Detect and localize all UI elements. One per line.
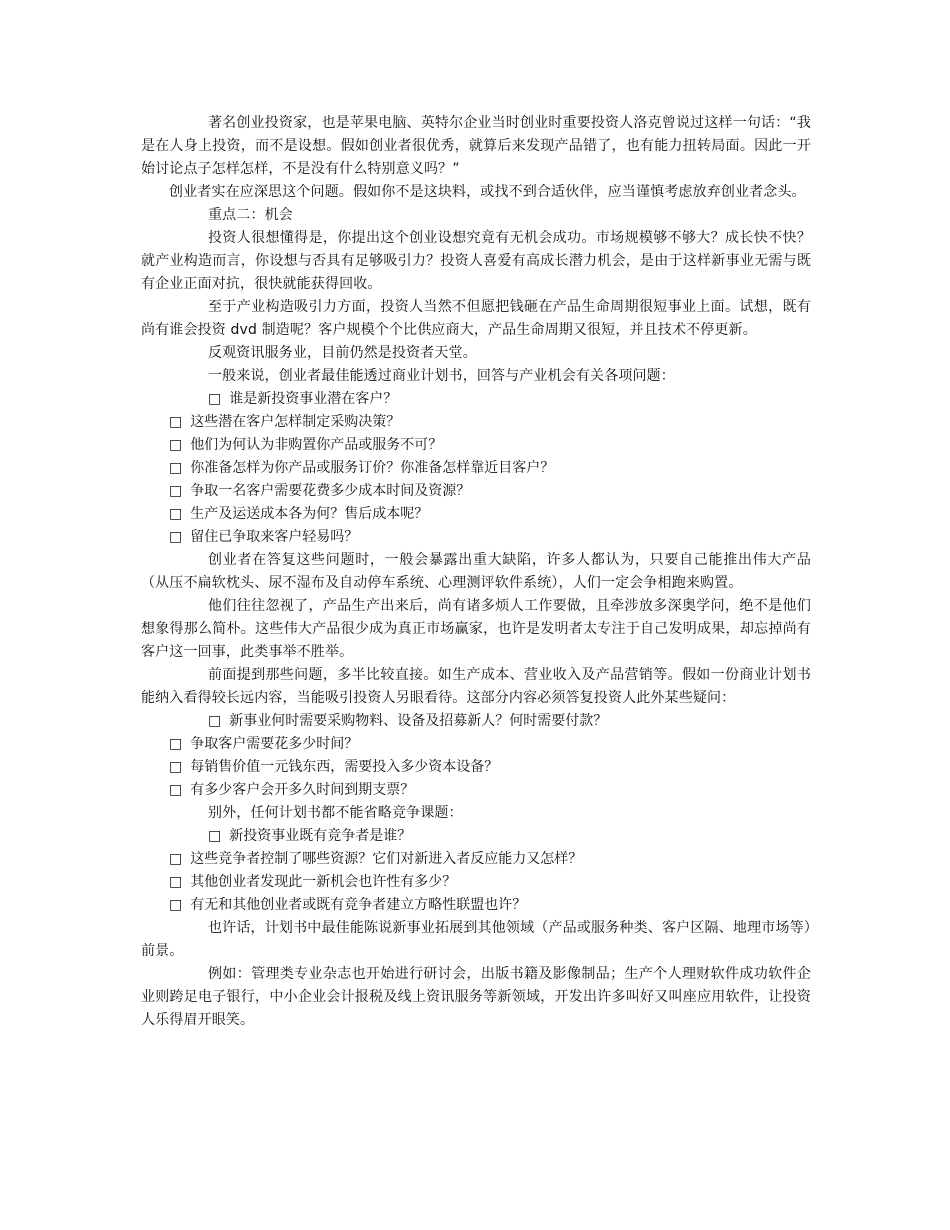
list-item: □ 新事业何时需要采购物料、设备及招募新人？何时需要付款？ bbox=[141, 710, 811, 733]
bullet-list-capital bbox=[141, 710, 811, 802]
checkbox-square-icon: □ bbox=[169, 851, 183, 867]
paragraph-business-plan-questions: 一般来说，创业者最佳能透过商业计划书，回答与产业机会有关各项问题： bbox=[208, 368, 675, 384]
checkbox-square-icon: □ bbox=[208, 713, 222, 729]
bullet-list-competitors bbox=[141, 825, 811, 917]
checkbox-square-icon: □ bbox=[208, 391, 222, 407]
checkbox-square-icon: □ bbox=[169, 897, 183, 913]
paragraph-flaws: 创业者在答复这些问题时，一般会暴露出重大缺陷，许多人都认为，只要自己能推出伟大产品（从压不扁软枕头、尿不湿布及自动停车系统、心理测评软件系统），人们一定会争相跑来购置。 bbox=[141, 552, 811, 591]
list-item: □ 争取客户需要花多少时间？ bbox=[141, 733, 811, 756]
list-item: □ 留住已争取来客户轻易吗？ bbox=[141, 526, 811, 549]
paragraph-reflection: 创业者实在应深思这个问题。假如你不是这块料，或找不到合适伙伴，应当谨慎考虑放弃创业者念头。 bbox=[169, 184, 806, 200]
list-item: □ 有多少客户会开多久时间到期支票？ bbox=[141, 779, 811, 802]
checkbox-square-icon: □ bbox=[208, 828, 222, 844]
checkbox-square-icon: □ bbox=[169, 874, 183, 890]
paragraph-industry-structure: 至于产业构造吸引力方面，投资人当然不但愿把钱砸在产品生命周期很短事业上面。试想，既有尚有谁会投资 dvd 制造呢？客户规模个个比供应商大，产品生命周期又很短，并且技术不停更新。 bbox=[141, 299, 811, 338]
checkbox-square-icon: □ bbox=[169, 736, 183, 752]
bullet-list-customers bbox=[141, 388, 811, 549]
checkbox-square-icon: □ bbox=[169, 437, 183, 453]
section-heading-opportunity: 重点二：机会 bbox=[208, 207, 293, 223]
list-item: □ 这些潜在客户怎样制定采购决策？ bbox=[141, 411, 811, 434]
checkbox-square-icon: □ bbox=[169, 414, 183, 430]
list-item: □ 争取一名客户需要花费多少成本时间及资源？ bbox=[141, 480, 811, 503]
checkbox-square-icon: □ bbox=[169, 506, 183, 522]
paragraph-investor-quote: 著名创业投资家，也是苹果电脑、英特尔企业当时创业时重要投资人洛克曾说过这样一句话：“我是在人身上投资，而不是设想。假如创业者很优秀，就算后来发现产品错了，也有能力扭转局面。因此一开始讨论点子怎样怎样，不是没有什么特别意义吗？” bbox=[141, 115, 811, 177]
checkbox-square-icon: □ bbox=[169, 483, 183, 499]
list-item: □ 生产及运送成本各为何？售后成本呢？ bbox=[141, 503, 811, 526]
list-item: □ 每销售价值一元钱东西，需要投入多少资本设备？ bbox=[141, 756, 811, 779]
checkbox-square-icon: □ bbox=[169, 759, 183, 775]
paragraph-market-opportunity: 投资人很想懂得是，你提出这个创业设想究竟有无机会成功。市场规模够不够大？成长快不快？就产业构造而言，你设想与否具有足够吸引力？投资人喜爱有高成长潜力机会，是由于这样新事业无需与既有企业正面对抗，很快就能获得回收。 bbox=[141, 230, 811, 292]
paragraph-info-services: 反观资讯服务业，目前仍然是投资者天堂。 bbox=[208, 345, 477, 361]
list-item: □ 新投资事业既有竞争者是谁？ bbox=[141, 825, 811, 848]
list-item: □ 这些竞争者控制了哪些资源？它们对新进入者反应能力又怎样？ bbox=[141, 848, 811, 871]
paragraph-long-term-content: 前面提到那些问题，多半比较直接。如生产成本、营业收入及产品营销等。假如一份商业计划书能纳入看得较长远内容，当能吸引投资人另眼看待。这部分内容必须答复投资人此外某些疑问： bbox=[141, 667, 811, 706]
list-item: □ 他们为何认为非购置你产品或服务不可？ bbox=[141, 434, 811, 457]
paragraph-competition: 别外，任何计划书都不能省略竞争课题： bbox=[208, 805, 463, 821]
list-item: □ 谁是新投资事业潜在客户？ bbox=[141, 388, 811, 411]
list-item: □ 其他创业者发现此一新机会也许性有多少？ bbox=[141, 871, 811, 894]
checkbox-square-icon: □ bbox=[169, 782, 183, 798]
list-item: □ 你准备怎样为你产品或服务订价？你准备怎样靠近目客户？ bbox=[141, 457, 811, 480]
paragraph-examples: 例如：管理类专业杂志也开始进行研讨会，出版书籍及影像制品；生产个人理财软件成功软件企业则跨足电子银行，中小企业会计报税及线上资讯服务等新领域，开发出许多叫好又叫座应用软件，让投资人乐得眉开眼笑。 bbox=[141, 966, 811, 1028]
checkbox-square-icon: □ bbox=[169, 529, 183, 545]
paragraph-expansion-prospects: 也许话，计划书中最佳能陈说新事业拓展到其他领域（产品或服务种类、客户区隔、地理市场等）前景。 bbox=[141, 920, 811, 959]
list-item: □ 有无和其他创业者或既有竞争者建立方略性联盟也许？ bbox=[141, 894, 811, 917]
paragraph-overlooked-work: 他们往往忽视了，产品生产出来后，尚有诸多烦人工作要做，且牵涉放多深奥学问，绝不是他们想象得那么简朴。这些伟大产品很少成为真正市场赢家，也许是发明者太专注于自己发明成果，却忘掉尚有客户这一回事，此类事举不胜举。 bbox=[141, 598, 811, 660]
checkbox-square-icon: □ bbox=[169, 460, 183, 476]
document-page bbox=[141, 112, 811, 1032]
